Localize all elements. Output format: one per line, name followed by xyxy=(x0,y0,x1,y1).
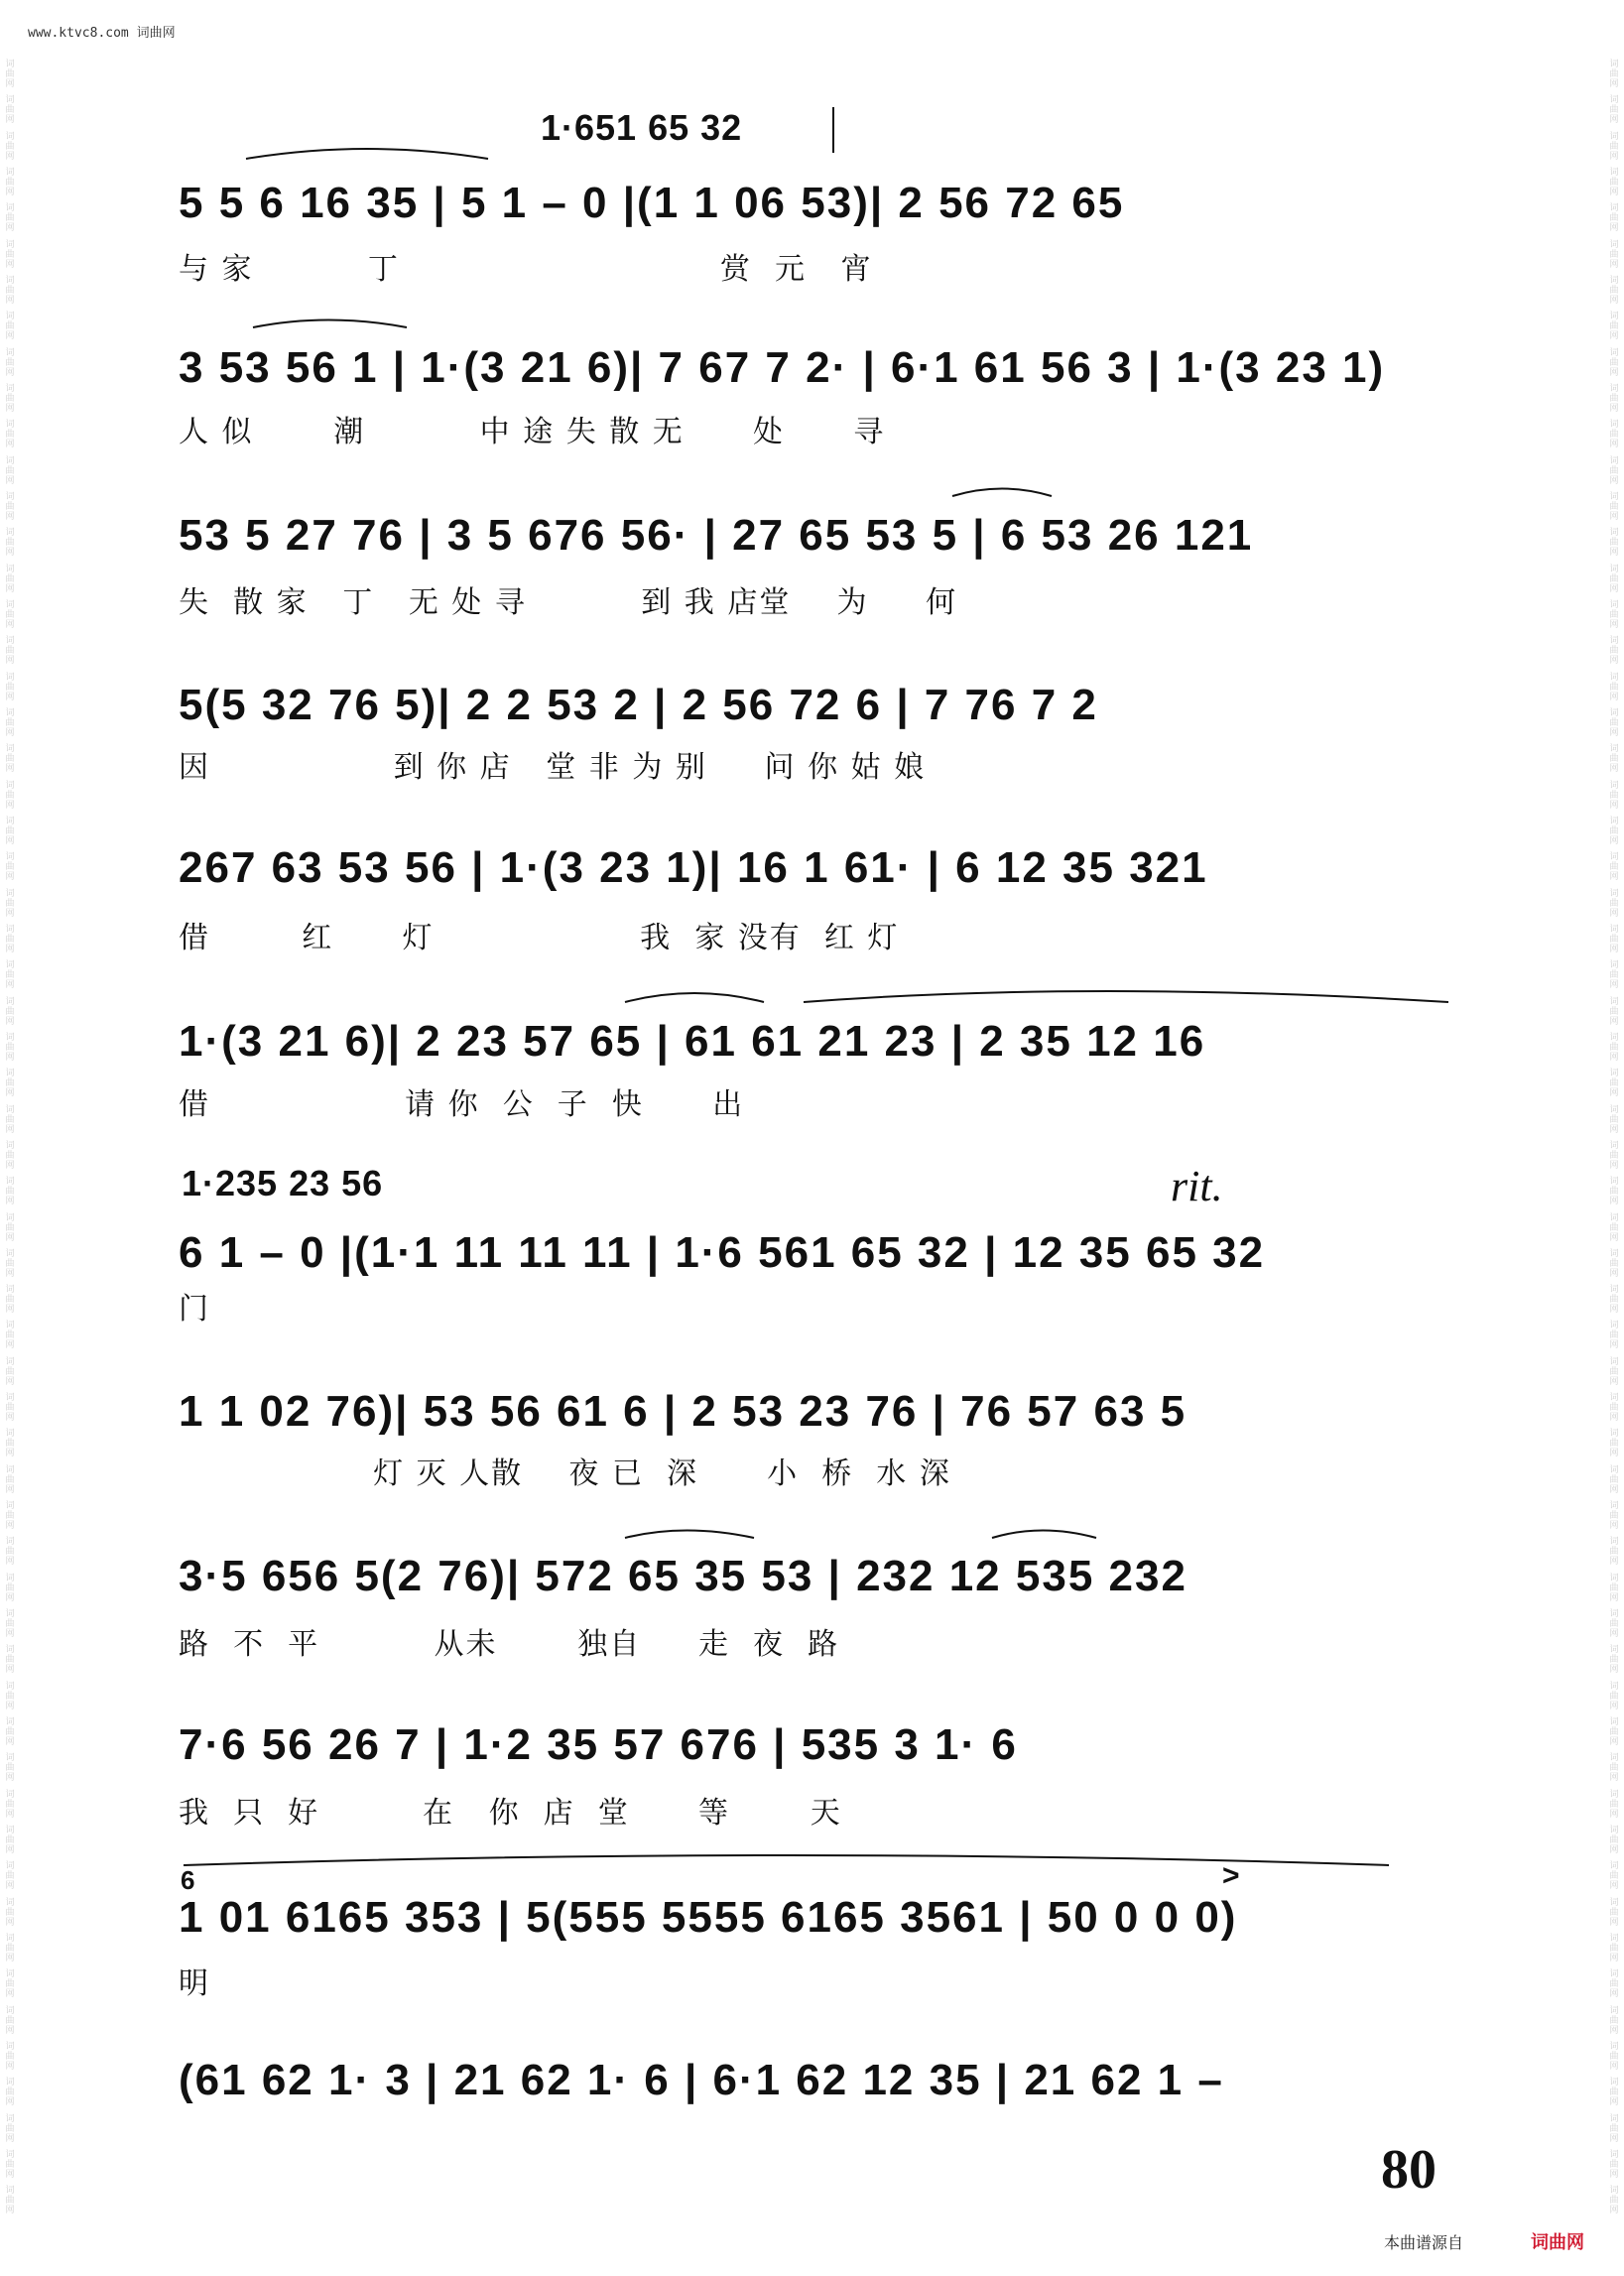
watermark-text: 词曲网 xyxy=(5,816,15,846)
notation-line-10: 7·6 56 26 7 | 1·2 35 57 676 | 535 3 1· 6 xyxy=(179,1720,1018,1769)
watermark-text: 词曲网 xyxy=(5,960,15,991)
watermark-text: 词曲网 xyxy=(5,2005,15,2036)
watermark-text: 词曲网 xyxy=(1609,167,1619,197)
watermark-text: 词曲网 xyxy=(1609,1248,1619,1279)
footer-brand-link[interactable]: 词曲网 xyxy=(1531,2232,1584,2253)
watermark-text: 词曲网 xyxy=(5,420,15,450)
watermark-text: 词曲网 xyxy=(5,1285,15,1316)
watermark-text: 词曲网 xyxy=(5,2078,15,2108)
watermark-text: 词曲网 xyxy=(1609,1645,1619,1676)
watermark-text: 词曲网 xyxy=(1609,1104,1619,1135)
watermark-text: 词曲网 xyxy=(5,2113,15,2144)
grace-note: 6 xyxy=(181,1865,196,1895)
watermark-text: 词曲网 xyxy=(1609,636,1619,667)
watermark-text: 词曲网 xyxy=(1609,1321,1619,1351)
watermark-text: 词曲网 xyxy=(1609,95,1619,126)
watermark-text: 词曲网 xyxy=(5,1826,15,1856)
watermark-text: 词曲网 xyxy=(5,888,15,919)
watermark-text: 词曲网 xyxy=(1609,1285,1619,1316)
watermark-text: 词曲网 xyxy=(1609,1717,1619,1748)
page-number: 80 xyxy=(1381,2139,1437,2201)
watermark-text: 词曲网 xyxy=(1609,960,1619,991)
watermark-text: 词曲网 xyxy=(1609,383,1619,414)
watermark-text: 词曲网 xyxy=(1609,2150,1619,2181)
over-notes-7: 1·235 23 56 xyxy=(182,1163,384,1203)
watermark-text: 词曲网 xyxy=(5,1717,15,1748)
watermark-text: 词曲网 xyxy=(1609,888,1619,919)
watermark-text: 词曲网 xyxy=(5,2186,15,2216)
watermark-text: 词曲网 xyxy=(1609,1789,1619,1820)
watermark-text: 词曲网 xyxy=(1609,1753,1619,1784)
watermark-text: 词曲网 xyxy=(1609,1069,1619,1099)
watermark-text: 词曲网 xyxy=(1609,996,1619,1027)
watermark-text: 词曲网 xyxy=(1609,1356,1619,1387)
lyric-line-3: 失 散 家 丁 无 处 寻 到 我 店堂 为 何 xyxy=(179,585,958,620)
watermark-text: 词曲网 xyxy=(5,1393,15,1424)
watermark-text: 词曲网 xyxy=(5,131,15,162)
watermark-text: 词曲网 xyxy=(5,2042,15,2073)
watermark-text: 词曲网 xyxy=(5,1537,15,1568)
watermark-text: 词曲网 xyxy=(5,95,15,126)
watermark-text: 词曲网 xyxy=(5,239,15,270)
watermark-text: 词曲网 xyxy=(1609,275,1619,306)
watermark-text: 词曲网 xyxy=(1609,599,1619,630)
watermark-text: 词曲网 xyxy=(1609,455,1619,486)
watermark-text: 词曲网 xyxy=(5,599,15,630)
watermark-text: 词曲网 xyxy=(1609,1177,1619,1207)
watermark-text: 词曲网 xyxy=(5,1897,15,1928)
watermark-text: 词曲网 xyxy=(5,924,15,954)
watermark-text: 词曲网 xyxy=(5,1356,15,1387)
watermark-text: 词曲网 xyxy=(5,780,15,811)
watermark-text: 词曲网 xyxy=(1609,672,1619,702)
tempo-mark: rit. xyxy=(1171,1162,1223,1210)
watermark-text: 词曲网 xyxy=(5,1969,15,2000)
watermark-text: 词曲网 xyxy=(5,1789,15,1820)
watermark-text: 词曲网 xyxy=(5,1753,15,1784)
watermark-text: 词曲网 xyxy=(1609,347,1619,378)
watermark-text: 词曲网 xyxy=(5,564,15,594)
lyric-line-10: 我 只 好 在 你 店 堂 等 天 xyxy=(179,1796,842,1831)
watermark-text: 词曲网 xyxy=(5,528,15,559)
watermark-text: 词曲网 xyxy=(5,672,15,702)
watermark-text: 词曲网 xyxy=(1609,744,1619,775)
lyric-line-11: 明 xyxy=(179,1966,210,2001)
accent-mark: > xyxy=(1222,1859,1241,1892)
watermark-text: 词曲网 xyxy=(1609,1501,1619,1532)
watermark-text: 词曲网 xyxy=(1609,780,1619,811)
watermark-text: 词曲网 xyxy=(1609,1212,1619,1243)
watermark-text: 词曲网 xyxy=(5,1177,15,1207)
left-watermark-strip xyxy=(3,60,17,2216)
watermark-text: 词曲网 xyxy=(1609,1429,1619,1459)
watermark-text: 词曲网 xyxy=(5,1934,15,1964)
watermark-text: 词曲网 xyxy=(5,1321,15,1351)
watermark-text: 词曲网 xyxy=(1609,1861,1619,1892)
over-notes-1: 1·651 65 32 xyxy=(541,107,743,148)
watermark-text: 词曲网 xyxy=(5,852,15,883)
watermark-text: 词曲网 xyxy=(1609,1934,1619,1964)
watermark-text: 词曲网 xyxy=(1609,1464,1619,1495)
notation-line-3: 53 5 27 76 | 3 5 676 56· | 27 65 53 5 | 6 53 26 121 xyxy=(179,511,1254,560)
watermark-text: 词曲网 xyxy=(1609,1140,1619,1171)
watermark-text: 词曲网 xyxy=(1609,528,1619,559)
watermark-text: 词曲网 xyxy=(5,312,15,342)
watermark-text: 词曲网 xyxy=(1609,491,1619,522)
lyric-line-2: 人 似 潮 中 途 失 散 无 处 寻 xyxy=(179,415,886,449)
watermark-text: 词曲网 xyxy=(5,167,15,197)
watermark-text: 词曲网 xyxy=(5,60,15,89)
watermark-text: 词曲网 xyxy=(5,275,15,306)
watermark-text: 词曲网 xyxy=(1609,852,1619,883)
watermark-text: 词曲网 xyxy=(5,1069,15,1099)
watermark-text: 词曲网 xyxy=(1609,2078,1619,2108)
lyric-line-4: 因 到 你 店 堂 非 为 别 问 你 姑 娘 xyxy=(179,750,927,785)
notation-line-2: 3 53 56 1 | 1·(3 21 6)| 7 67 7 2· | 6·1 61 56 3 | 1·(3 23 1) xyxy=(179,343,1386,392)
lyric-line-6: 借 请 你 公 子 快 出 xyxy=(179,1087,745,1122)
watermark-text: 词曲网 xyxy=(1609,2113,1619,2144)
footer-source-note: 本曲谱源自 xyxy=(1384,2233,1464,2252)
watermark-text: 词曲网 xyxy=(1609,1032,1619,1063)
notation-line-11: 1 01 6165 353 | 5(555 5555 6165 3561 | 50 0 0 0) xyxy=(179,1893,1238,1942)
watermark-text: 词曲网 xyxy=(1609,1393,1619,1424)
site-header: www.ktvc8.com 词曲网 xyxy=(28,26,176,41)
watermark-text: 词曲网 xyxy=(1609,312,1619,342)
watermark-text: 词曲网 xyxy=(5,1212,15,1243)
watermark-text: 词曲网 xyxy=(5,455,15,486)
watermark-text: 词曲网 xyxy=(1609,239,1619,270)
notation-line-6: 1·(3 21 6)| 2 23 57 65 | 61 61 21 23 | 2 35 12 16 xyxy=(179,1017,1206,1066)
watermark-text: 词曲网 xyxy=(5,347,15,378)
watermark-text: 词曲网 xyxy=(1609,1609,1619,1640)
notation-line-8: 1 1 02 76)| 53 56 61 6 | 2 53 23 76 | 76 57 63 5 xyxy=(179,1387,1187,1436)
watermark-text: 词曲网 xyxy=(5,1140,15,1171)
watermark-text: 词曲网 xyxy=(5,1032,15,1063)
notation-line-9: 3·5 656 5(2 76)| 572 65 35 53 | 232 12 535 232 xyxy=(179,1552,1187,1600)
notation-line-1: 5 5 6 16 35 | 5 1 – 0 |(1 1 06 53)| 2 56 72 65 xyxy=(179,179,1125,227)
watermark-text: 词曲网 xyxy=(5,203,15,234)
watermark-text: 词曲网 xyxy=(1609,1969,1619,2000)
watermark-text: 词曲网 xyxy=(1609,1897,1619,1928)
watermark-text: 词曲网 xyxy=(1609,564,1619,594)
watermark-text: 词曲网 xyxy=(1609,1681,1619,1711)
watermark-text: 词曲网 xyxy=(1609,2186,1619,2216)
watermark-text: 词曲网 xyxy=(5,636,15,667)
watermark-text: 词曲网 xyxy=(5,1104,15,1135)
watermark-text: 词曲网 xyxy=(1609,1537,1619,1568)
watermark-text: 词曲网 xyxy=(1609,131,1619,162)
watermark-text: 词曲网 xyxy=(5,383,15,414)
watermark-text: 词曲网 xyxy=(1609,707,1619,738)
watermark-text: 词曲网 xyxy=(5,744,15,775)
watermark-text: 词曲网 xyxy=(5,1573,15,1603)
lyric-line-7: 门 xyxy=(179,1292,210,1327)
right-watermark-strip xyxy=(1607,60,1621,2216)
watermark-text: 词曲网 xyxy=(5,1248,15,1279)
watermark-text: 词曲网 xyxy=(5,1681,15,1711)
lyric-line-1: 与 家 丁 赏 元 宵 xyxy=(179,252,873,287)
watermark-text: 词曲网 xyxy=(1609,1573,1619,1603)
watermark-text: 词曲网 xyxy=(1609,2042,1619,2073)
watermark-text: 词曲网 xyxy=(5,1645,15,1676)
notation-line-12: (61 62 1· 3 | 21 62 1· 6 | 6·1 62 12 35 | 21 62 1 – xyxy=(179,2056,1224,2104)
watermark-text: 词曲网 xyxy=(1609,816,1619,846)
watermark-text: 词曲网 xyxy=(1609,1826,1619,1856)
notation-line-7: 6 1 – 0 |(1·1 11 11 11 | 1·6 561 65 32 | 12 35 65 32 xyxy=(179,1228,1266,1277)
watermark-text: 词曲网 xyxy=(5,491,15,522)
notation-line-4: 5(5 32 76 5)| 2 2 53 2 | 2 56 72 6 | 7 76 7 2 xyxy=(179,681,1098,729)
watermark-text: 词曲网 xyxy=(5,1464,15,1495)
watermark-text: 词曲网 xyxy=(5,1861,15,1892)
watermark-text: 词曲网 xyxy=(5,1609,15,1640)
lyric-line-8: 灯 灭 人散 夜 已 深 小 桥 水 深 xyxy=(179,1456,951,1491)
watermark-text: 词曲网 xyxy=(1609,60,1619,89)
watermark-text: 词曲网 xyxy=(1609,420,1619,450)
watermark-text: 词曲网 xyxy=(1609,924,1619,954)
watermark-text: 词曲网 xyxy=(5,707,15,738)
lyric-line-5: 借 红 灯 我 家 没有 红 灯 xyxy=(179,921,900,955)
watermark-text: 词曲网 xyxy=(1609,203,1619,234)
notation-line-5: 267 63 53 56 | 1·(3 23 1)| 16 1 61· | 6 12 35 321 xyxy=(179,843,1208,892)
watermark-text: 词曲网 xyxy=(5,996,15,1027)
watermark-text: 词曲网 xyxy=(1609,2005,1619,2036)
watermark-text: 词曲网 xyxy=(5,1429,15,1459)
lyric-line-9: 路 不 平 从未 独自 走 夜 路 xyxy=(179,1627,840,1662)
watermark-text: 词曲网 xyxy=(5,1501,15,1532)
watermark-text: 词曲网 xyxy=(5,2150,15,2181)
